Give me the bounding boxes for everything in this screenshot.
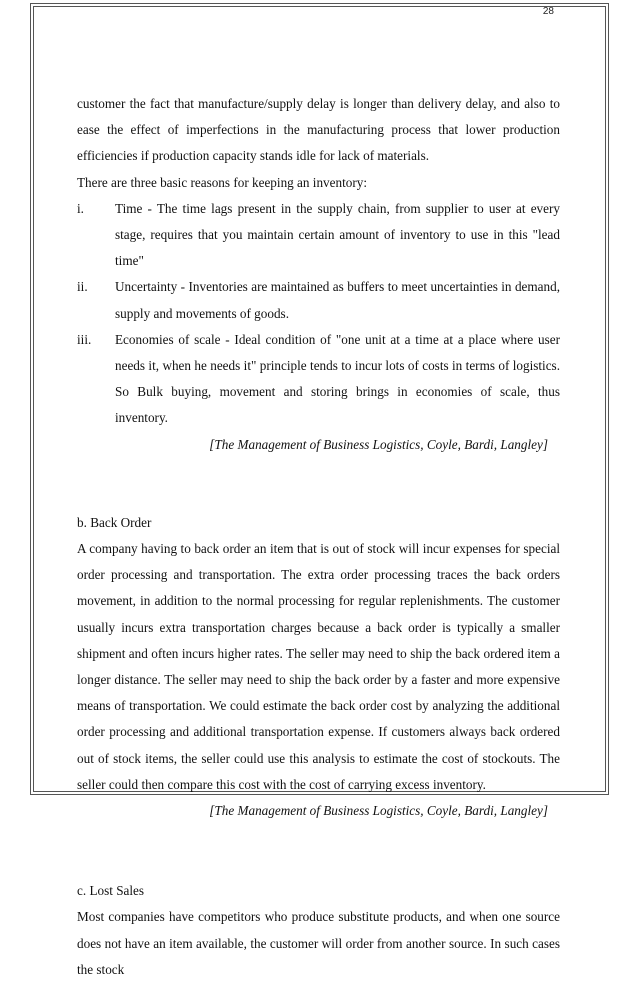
list-marker: ii.	[77, 279, 88, 295]
section-heading-lost-sales: c. Lost Sales	[77, 883, 145, 899]
list-marker: i.	[77, 200, 84, 216]
citation: [The Management of Business Logistics, Coyle, Bardi, Langley]	[209, 436, 548, 452]
list-marker: iii.	[77, 331, 92, 347]
back-order-paragraph: A company having to back order an item that is out of stock will incur expenses for special order processing and transportation. The extra order processing traces the back orders movement, in addition to the normal processing for regular replenishments. The customer usually incurs extra transportation charges because a back order is typically a smaller shipment and often incurs higher rates. The seller may need to ship the back ordered item a longer distance. The seller may need to ship the back order by a faster and more expensive means of transportation. We could estimate the back order cost by analyzing the additional order processing and additional transportation expense. If customers always back ordered out of stock items, the seller could use this analysis to estimate the cost of stockouts. The seller could then compare this cost with the cost of carrying excess inventory.	[77, 541, 560, 792]
section-heading-back-order: b. Back Order	[77, 514, 152, 530]
page-content	[77, 91, 560, 983]
page-number: 28	[542, 6, 554, 17]
reasons-lead-sentence: There are three basic reasons for keeping an inventory:	[77, 174, 367, 190]
list-item	[77, 327, 560, 432]
citation: [The Management of Business Logistics, Coyle, Bardi, Langley]	[209, 803, 548, 819]
intro-continuation-paragraph: customer the fact that manufacture/supply delay is longer than delivery delay, and also to ease the effect of imperfections in the manufacturing process that lower production efficiencies if production capacity stands idle for lack of materials.	[77, 96, 560, 164]
reasons-list	[77, 196, 560, 432]
lost-sales-paragraph: Most companies have competitors who produce substitute products, and when one source does not have an item available, the customer will order from another source. In such cases the stock	[77, 909, 560, 977]
list-item-text: Economies of scale - Ideal condition of "one unit at a time at a place where user needs it, when he needs it" principle tends to incur lots of costs in terms of logistics. So Bulk buying, movement and storing brings in economies of scale, thus inventory.	[115, 331, 560, 426]
section-spacer	[77, 824, 560, 878]
list-item-text: Time - The time lags present in the supply chain, from supplier to user at every stage, requires that you maintain certain amount of inventory to use in this "lead time"	[115, 200, 560, 269]
section-spacer	[77, 458, 560, 510]
list-item-text: Uncertainty - Inventories are maintained as buffers to meet uncertainties in demand, supply and movements of goods.	[115, 279, 560, 321]
list-item	[77, 274, 560, 326]
list-item	[77, 196, 560, 275]
